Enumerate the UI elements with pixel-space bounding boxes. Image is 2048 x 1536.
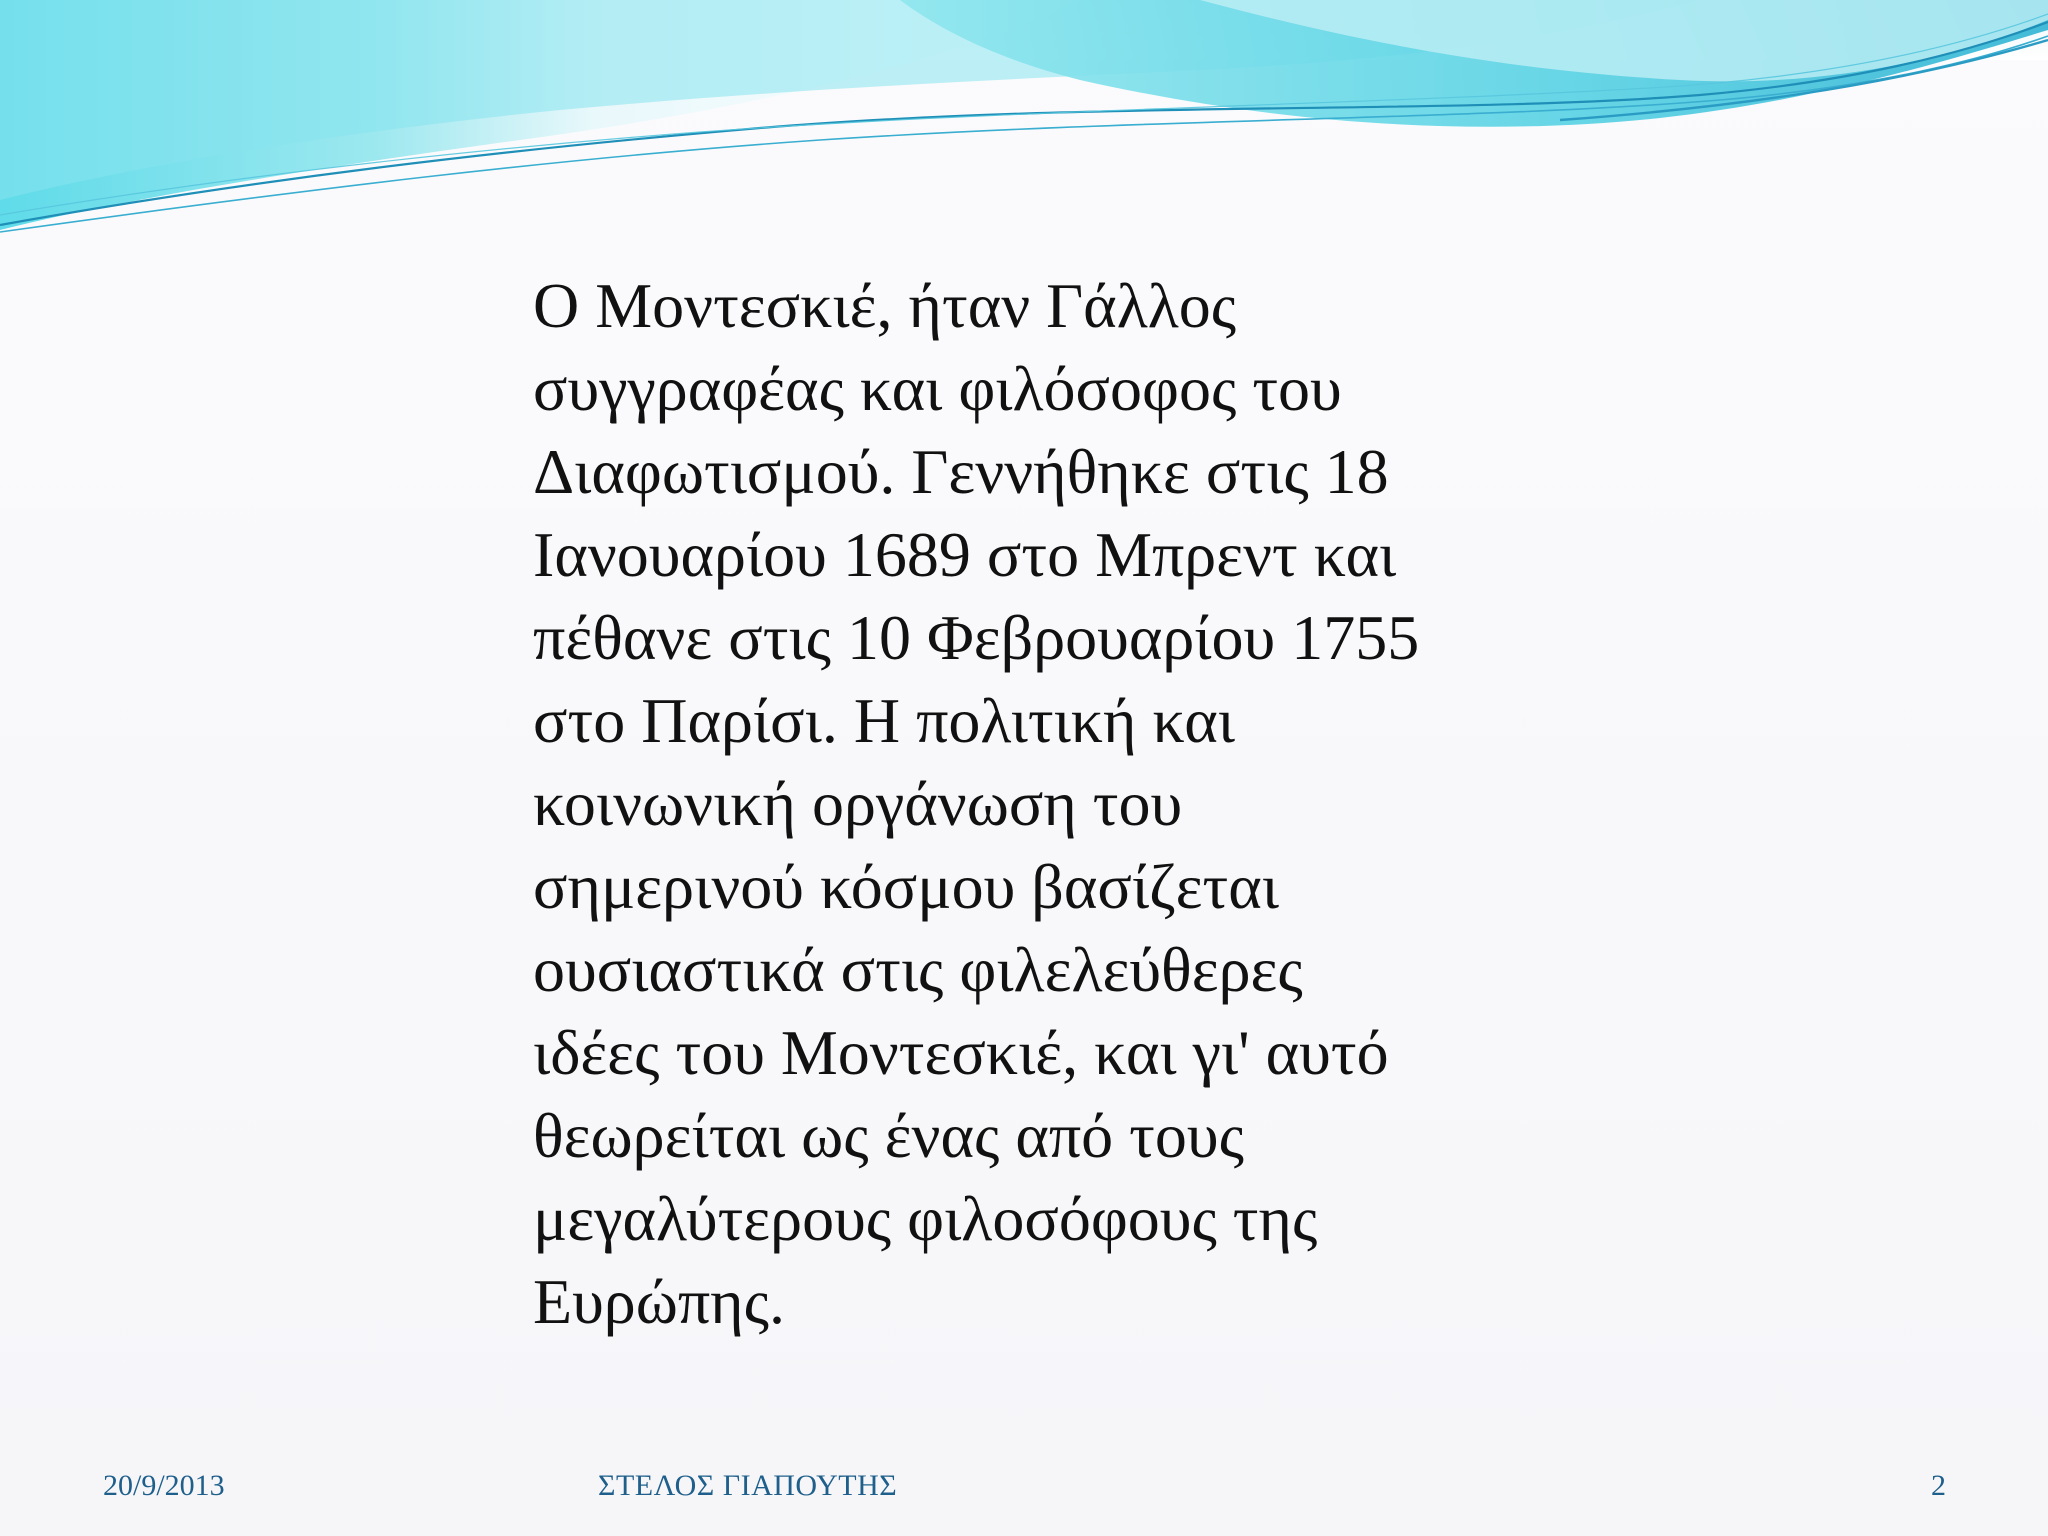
- slide-number: 2: [1931, 1469, 1946, 1502]
- footer-author: ΣΤΕΛΟΣ ΓΙΑΠΟΥΤΗΣ: [598, 1469, 898, 1502]
- body-line: Διαφωτισμού. Γεννήθηκε στις 18: [533, 436, 1389, 507]
- slide-body-text: [533, 264, 1533, 1343]
- body-line: σημερινού κόσμου βασίζεται: [533, 851, 1279, 922]
- body-line: κοινωνική οργάνωση του: [533, 768, 1183, 839]
- body-line: συγγραφέας και φιλόσοφος του: [533, 353, 1342, 424]
- body-line: Ευρώπης.: [533, 1266, 785, 1337]
- body-line: Ιανουαρίου 1689 στο Μπρεντ και: [533, 519, 1397, 590]
- body-line: Ο Μοντεσκιέ, ήταν Γάλλος: [533, 270, 1237, 341]
- body-line: ιδέες του Μοντεσκιέ, και γι' αυτό: [533, 1017, 1389, 1088]
- body-line: θεωρείται ως ένας από τους: [533, 1100, 1244, 1171]
- wave-banner-decoration: [0, 0, 2048, 260]
- body-line: ουσιαστικά στις φιλελεύθερες: [533, 934, 1303, 1005]
- footer-date: 20/9/2013: [103, 1469, 225, 1502]
- body-line: πέθανε στις 10 Φεβρουαρίου 1755: [533, 602, 1420, 673]
- body-line: μεγαλύτερους φιλοσόφους της: [533, 1183, 1318, 1254]
- body-line: στο Παρίσι. Η πολιτική και: [533, 685, 1235, 756]
